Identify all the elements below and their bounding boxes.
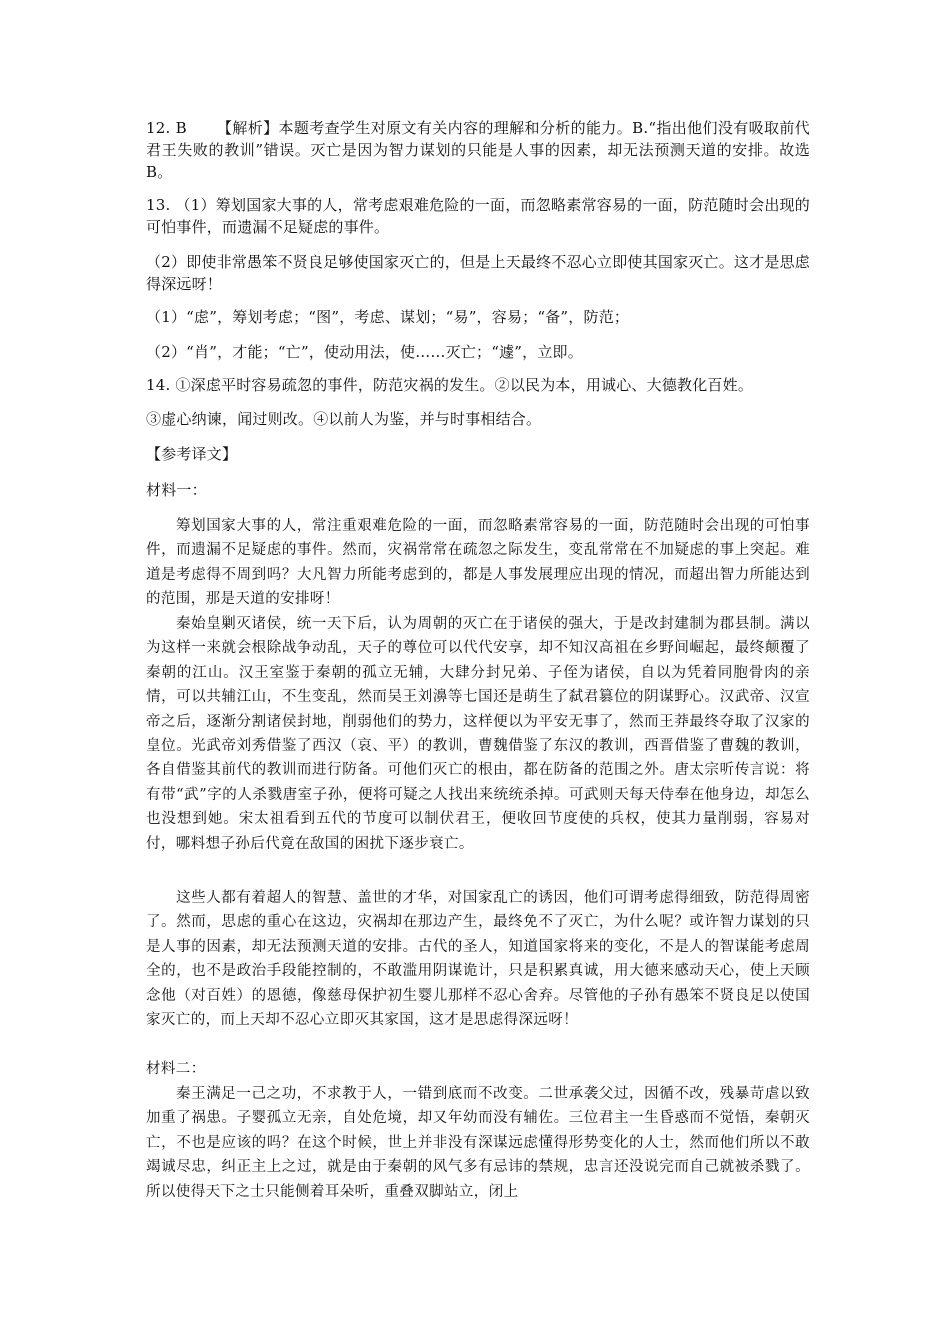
material1-paragraph3: 这些人都有着超人的智慧、盖世的才华，对国家乱亡的诱因，他们可谓考虑得细致，防范得周密了。然而，思虑的重心在这边，灾祸却在那边产生，最终免不了灭亡，为什么呢？或许智力谋划的只是人事的因素，却无法预测天道的安排。古代的圣人，知道国家将来的变化，不是人的智谋能考虑周全的，也不是政治手段能控制的，不敢滥用阴谋诡计，只是积累真诚，用大德来感动天心，使上天顾念他（对百姓）的恩德，像慈母保护初生婴儿那样不忍心舍弃。尽管他的子孙有愚笨不贤良足以使国家灭亡的，而上天却不忍心立即灭其家国，这才是思虑得深远呀！ (146, 890, 810, 1029)
answer-13-note1: （1）“虑”，筹划考虑；“图”，考虑、谋划；“易”，容易；“备”，防范； (146, 308, 630, 326)
material1-paragraph2: 秦始皇剿灭诸侯，统一天下后，认为周朝的灭亡在于诸侯的强大，于是改封建制为郡县制。满以为这样一来就会根除战争动乱，天子的尊位可以代代安享，却不知汉高祖在乡野间崛起，最终颠覆了秦朝的江山。汉王室鉴于秦朝的孤立无辅，大肆分封兄弟、子侄为诸侯，自以为凭着同胞骨肉的亲情，可以共辅江山，不生变乱，然而吴王刘濞等七国还是萌生了弑君篡位的阴谋野心。汉武帝、汉宣帝之后，逐渐分割诸侯封地，削弱他们的势力，这样便以为平安无事了，然而王莽最终夺取了汉家的皇位。光武帝刘秀借鉴了西汉（哀、平）的教训，曹魏借鉴了东汉的教训，西晋借鉴了曹魏的教训，各自借鉴其前代的教训而进行防备。可他们灭亡的根由，都在防备的范围之外。唐太宗听传言说：将有带“武”字的人杀戮唐室子孙，便将可疑之人找出来统统杀掉。可武则天每天侍奉在他身边，却怎么也没想到她。宋太祖看到五代的节度可以制伏君王，便收回节度使的兵权，使其力量削弱，容易对付，哪料想子孙后代竟在敌国的困扰下逐步衰亡。 (146, 616, 810, 852)
material1-label: 材料一： (146, 481, 207, 499)
material2-paragraph1: 秦王满足一己之功，不求教于人，一错到底而不改变。二世承袭父过，因循不改，残暴苛虐以致加重了祸患。子婴孤立无亲，自处危境，却又年幼而没有辅佐。三位君主一生昏惑而不觉悟，秦朝灭亡，不也是应该的吗？在这个时候，世上并非没有深谋远虑懂得形势变化的人士，然而他们所以不敢竭诚尽忠，纠正主上之过，就是由于秦朝的风气多有忌讳的禁规，忠言还没说完而自己就被杀戮了。所以使得天下之士只能侧着耳朵听，重叠双脚站立，闭上 (146, 1086, 810, 1200)
answer-14-line1: 14. ①深虑平时容易疏忽的事件，防范灾祸的发生。②以民为本，用诚心、大德教化百姓。 (146, 376, 754, 394)
answer-13-note2: （2）“肖”，才能；“亡”，使动用法，使……灭亡；“遽”，立即。 (146, 343, 583, 361)
material2-label: 材料二： (146, 1061, 206, 1077)
translation-header: 【参考译文】 (146, 445, 238, 463)
material1-paragraph1: 筹划国家大事的人，常注重艰难危险的一面，而忽略素常容易的一面，防范随时会出现的可怕事件，而遗漏不足疑虑的事件。然而，灾祸常常在疏忽之际发生，变乱常常在不加疑虑的事上突起。难道是考虑得不周到吗？大凡智力所能考虑到的，都是人事发展理应出现的情况，而超出智力所能达到的范围，那是天道的安排呀！ (146, 518, 810, 608)
answer-14-line2: ③虚心纳谏，闻过则改。④以前人为鉴，并与时事相结合。 (146, 410, 542, 428)
answer-12 (146, 117, 810, 183)
answer-12-explanation: 【解析】本题考查学生对原文有关内容的理解和分析的能力。B.“指出他们没有吸取前代君王失败的教训”错误。灭亡是因为智力谋划的只能是人事的因素，却无法预测天道的安排。故选B。 (146, 119, 810, 181)
answer-13-part2: （2）即使非常愚笨不贤良足够使国家灭亡的，但是上天最终不忍心立即使其国家灭亡。这才是思虑得深远呀！ (146, 253, 810, 293)
answer-13-part1: 13. （1）筹划国家大事的人，常考虑艰难危险的一面，而忽略素常容易的一面，防范随时会出现的可怕事件，而遗漏不足疑虑的事件。 (146, 196, 810, 236)
answer-12-number: 12. B (146, 119, 187, 137)
